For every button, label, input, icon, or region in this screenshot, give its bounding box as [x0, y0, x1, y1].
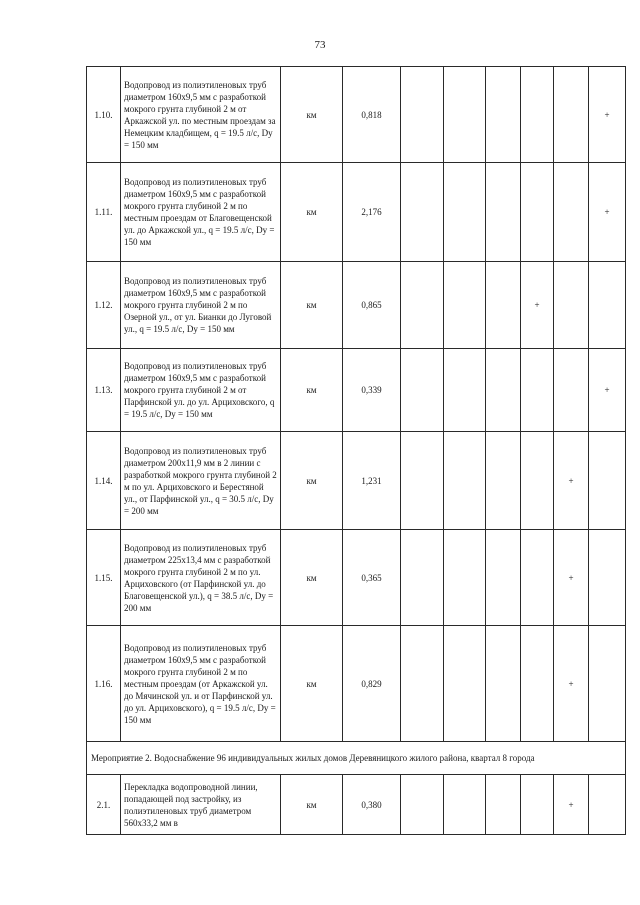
schedule-mark: + — [554, 626, 589, 742]
schedule-mark — [444, 432, 486, 530]
works-table — [86, 66, 626, 835]
schedule-mark — [521, 67, 554, 163]
schedule-mark — [444, 530, 486, 626]
row-number: 1.10. — [87, 67, 121, 163]
schedule-mark — [401, 262, 444, 349]
work-description: Водопровод из полиэтиленовых труб диаметром 160x9,5 мм с разработкой мокрого грунта глубиной 2 м по местным проездам (от Аркажской ул. до Мячинской ул. и от Парфинской ул. до ул. Арциховского), q = 19.5 л/с, Dy = 150 мм — [121, 626, 281, 742]
schedule-mark: + — [554, 775, 589, 835]
schedule-mark — [589, 775, 626, 835]
schedule-mark — [401, 432, 444, 530]
row-number: 1.12. — [87, 262, 121, 349]
page-number: 73 — [314, 39, 326, 51]
table-row — [87, 775, 626, 835]
quantity: 0,865 — [343, 262, 401, 349]
schedule-mark — [444, 349, 486, 432]
unit-of-measure: км — [281, 163, 343, 262]
schedule-mark — [521, 163, 554, 262]
row-number: 1.13. — [87, 349, 121, 432]
row-number: 1.16. — [87, 626, 121, 742]
schedule-mark — [589, 626, 626, 742]
table-row — [87, 262, 626, 349]
schedule-mark — [554, 262, 589, 349]
row-number: 1.11. — [87, 163, 121, 262]
table-row — [87, 163, 626, 262]
section-row — [87, 742, 626, 775]
table-row — [87, 432, 626, 530]
schedule-mark: + — [589, 163, 626, 262]
schedule-mark — [401, 626, 444, 742]
work-description: Водопровод из полиэтиленовых труб диаметром 160x9,5 мм с разработкой мокрого грунта глубиной 2 м от Аркажской ул. по местным проездам за Немецким кладбищем, q = 19.5 л/с, Dy = 150 мм — [121, 67, 281, 163]
table-row — [87, 349, 626, 432]
schedule-mark — [444, 163, 486, 262]
section-title: Мероприятие 2. Водоснабжение 96 индивидуальных жилых домов Деревяницкого жилого района, квартал 8 города — [87, 742, 626, 775]
table-body — [87, 67, 626, 835]
schedule-mark — [521, 530, 554, 626]
schedule-mark — [554, 163, 589, 262]
schedule-mark — [521, 432, 554, 530]
schedule-mark: + — [554, 432, 589, 530]
schedule-mark — [486, 163, 521, 262]
quantity: 2,176 — [343, 163, 401, 262]
schedule-mark — [554, 349, 589, 432]
quantity: 1,231 — [343, 432, 401, 530]
work-description: Водопровод из полиэтиленовых труб диаметром 160x9,5 мм с разработкой мокрого грунта глубиной 2 м по местным проездам от Благовещенской ул. до Аркажской ул., q = 19.5 л/с, Dy = 150 мм — [121, 163, 281, 262]
quantity: 0,365 — [343, 530, 401, 626]
row-number: 1.15. — [87, 530, 121, 626]
schedule-mark — [444, 262, 486, 349]
schedule-mark — [486, 775, 521, 835]
table-row — [87, 626, 626, 742]
row-number: 2.1. — [87, 775, 121, 835]
schedule-mark — [486, 626, 521, 742]
work-description: Водопровод из полиэтиленовых труб диаметром 200x11,9 мм в 2 линии с разработкой мокрого грунта глубиной 2 м по ул. Арциховского и Берестяной ул., от Парфинской ул., q = 30.5 л/с, Dy = 200 мм — [121, 432, 281, 530]
quantity: 0,380 — [343, 775, 401, 835]
schedule-mark — [486, 530, 521, 626]
unit-of-measure: км — [281, 432, 343, 530]
schedule-mark: + — [589, 67, 626, 163]
schedule-mark — [589, 262, 626, 349]
schedule-mark — [486, 432, 521, 530]
table-row — [87, 67, 626, 163]
work-description: Водопровод из полиэтиленовых труб диаметром 160x9,5 мм с разработкой мокрого грунта глубиной 2 м от Парфинской ул. до ул. Арциховского, q = 19.5 л/с, Dy = 150 мм — [121, 349, 281, 432]
table-row — [87, 530, 626, 626]
work-description: Водопровод из полиэтиленовых труб диаметром 160x9,5 мм с разработкой мокрого грунта глубиной 2 м по Озерной ул., от ул. Бианки до Луговой ул., q = 19.5 л/с, Dy = 150 мм — [121, 262, 281, 349]
schedule-mark: + — [554, 530, 589, 626]
schedule-mark — [444, 775, 486, 835]
unit-of-measure: км — [281, 262, 343, 349]
schedule-mark — [401, 349, 444, 432]
schedule-mark — [401, 775, 444, 835]
schedule-mark — [401, 163, 444, 262]
quantity: 0,829 — [343, 626, 401, 742]
schedule-mark — [589, 432, 626, 530]
schedule-mark — [486, 349, 521, 432]
quantity: 0,818 — [343, 67, 401, 163]
schedule-mark — [521, 349, 554, 432]
schedule-mark: + — [589, 349, 626, 432]
schedule-mark — [486, 262, 521, 349]
unit-of-measure: км — [281, 349, 343, 432]
unit-of-measure: км — [281, 67, 343, 163]
unit-of-measure: км — [281, 775, 343, 835]
work-description: Водопровод из полиэтиленовых труб диаметром 225x13,4 мм с разработкой мокрого грунта глубиной 2 м по ул. Арциховского (от Парфинской ул. до Благовещенской ул.), q = 38.5 л/с, Dy = 200 мм — [121, 530, 281, 626]
schedule-mark — [401, 67, 444, 163]
work-description: Перекладка водопроводной линии, попадающей под застройку, из полиэтиленовых труб диаметром 560x33,2 мм в — [121, 775, 281, 835]
quantity: 0,339 — [343, 349, 401, 432]
unit-of-measure: км — [281, 626, 343, 742]
unit-of-measure: км — [281, 530, 343, 626]
schedule-mark — [486, 67, 521, 163]
schedule-mark: + — [521, 262, 554, 349]
schedule-mark — [554, 67, 589, 163]
schedule-mark — [401, 530, 444, 626]
row-number: 1.14. — [87, 432, 121, 530]
schedule-mark — [444, 626, 486, 742]
schedule-mark — [521, 626, 554, 742]
schedule-mark — [444, 67, 486, 163]
schedule-mark — [521, 775, 554, 835]
schedule-mark — [589, 530, 626, 626]
